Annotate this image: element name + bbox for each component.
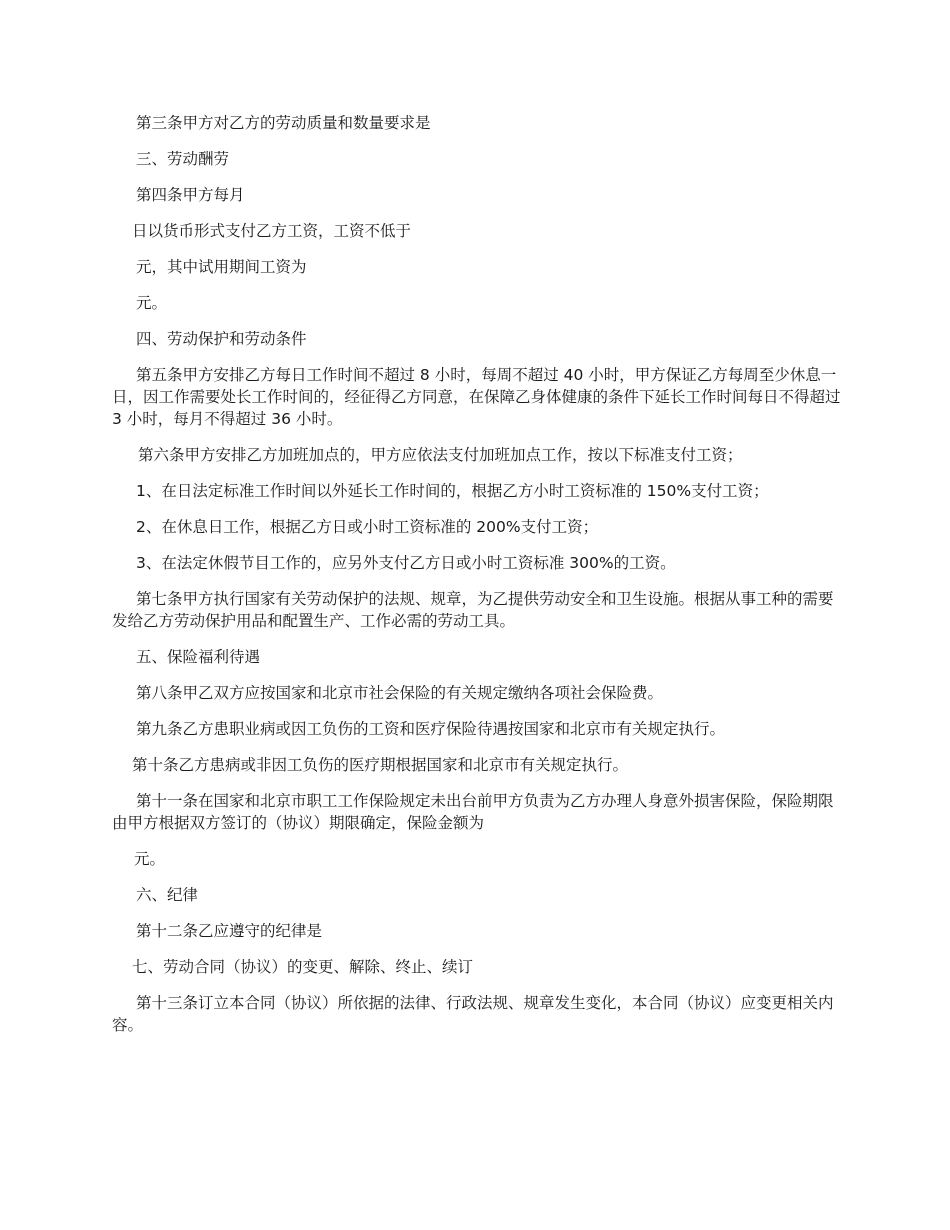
paragraph-article-4-cont-1: 日以货币形式支付乙方工资，工资不低于 [132,222,412,240]
paragraph-article-4-cont-2: 元，其中试用期间工资为 [136,258,307,276]
paragraph-article-11-cont: 元。 [134,850,166,868]
paragraph-article-8: 第八条甲乙双方应按国家和北京市社会保险的有关规定缴纳各项社会保险费。 [136,684,664,702]
section-heading-7: 七、劳动合同（协议）的变更、解除、终止、续订 [132,958,474,976]
list-item-overtime-3: 3、在法定休假节目工作的，应另外支付乙方日或小时工资标准 300%的工资。 [136,554,676,572]
section-heading-3: 三、劳动酬劳 [136,150,230,168]
paragraph-article-4: 第四条甲方每月 [136,186,245,204]
paragraph-article-12: 第十二条乙应遵守的纪律是 [136,922,323,940]
paragraph-article-10: 第十条乙方患病或非因工负伤的医疗期根据国家和北京市有关规定执行。 [132,756,629,774]
paragraph-article-6: 第六条甲方安排乙方加班加点的，甲方应依法支付加班加点工作，按以下标准支付工资； [138,446,743,464]
paragraph-article-13: 第十三条订立本合同（协议）所依据的法律、行政法规、规章发生变化，本合同（协议）应变更相关内容。 [112,994,834,1034]
paragraph-article-4-cont-3: 元。 [136,294,168,312]
paragraph-article-3: 第三条甲方对乙方的劳动质量和数量要求是 [136,114,431,132]
paragraph-article-5: 第五条甲方安排乙方每日工作时间不超过 8 小时，每周不超过 40 小时，甲方保证乙方每周至少休息一日，因工作需要处长工作时间的，经征得乙方同意，在保障乙身体健康的条件下延长工作时间每日不得超过 3 小时，每月不得超过 36 小时。 [112,366,841,428]
document-page [112,112,842,1050]
list-item-overtime-1: 1、在日法定标准工作时间以外延长工作时间的，根据乙方小时工资标准的 150%支付工资； [136,482,769,500]
paragraph-article-11: 第十一条在国家和北京市职工工作保险规定未出台前甲方负责为乙方办理人身意外损害保险，保险期限由甲方根据双方签订的（协议）期限确定，保险金额为 [112,792,834,832]
paragraph-article-9: 第九条乙方患职业病或因工负伤的工资和医疗保险待遇按国家和北京市有关规定执行。 [136,720,726,738]
section-heading-5: 五、保险福利待遇 [136,648,261,666]
section-heading-6: 六、纪律 [136,886,199,904]
paragraph-article-7: 第七条甲方执行国家有关劳动保护的法规、规章，为乙提供劳动安全和卫生设施。根据从事工种的需要发给乙方劳动保护用品和配置生产、工作必需的劳动工具。 [112,590,834,630]
list-item-overtime-2: 2、在休息日工作，根据乙方日或小时工资标准的 200%支付工资； [136,518,599,536]
section-heading-4: 四、劳动保护和劳动条件 [136,330,307,348]
